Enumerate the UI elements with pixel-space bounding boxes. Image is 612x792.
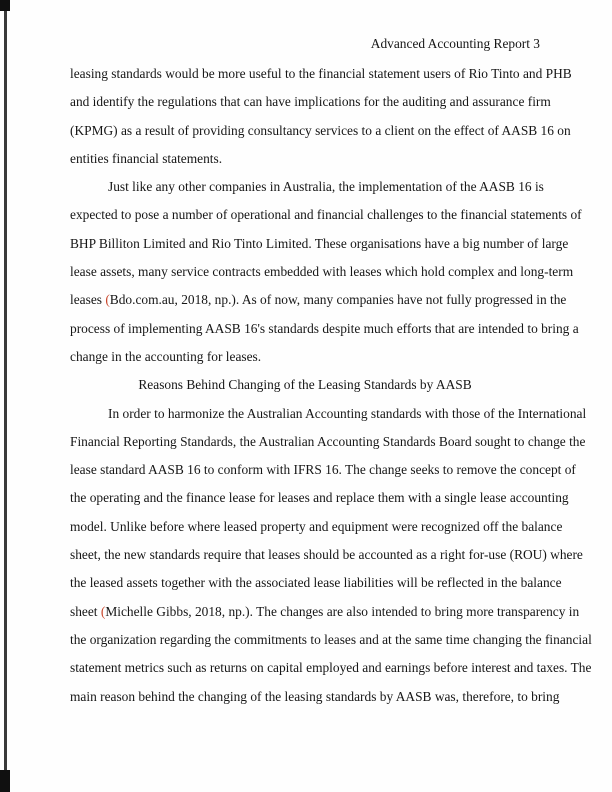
running-head: Advanced Accounting Report 3	[370, 36, 540, 51]
scan-artifact-bottom-left	[0, 770, 10, 792]
citation-paren: (	[105, 292, 110, 308]
text-line: statement metrics such as returns on capital employed and earnings before interest and taxes. The	[70, 660, 592, 676]
text-line	[70, 286, 567, 314]
text-line: expected to pose a number of operational and financial challenges to the financial statements of	[70, 207, 582, 223]
text-line: model. Unlike before where leased property and equipment were recognized off the balance	[70, 518, 563, 534]
text-segment: Michelle Gibbs, 2018, np.). The changes are also intended to bring more transparency in	[105, 603, 580, 619]
text-line: lease assets, many service contracts embedded with leases which hold complex and long-term	[70, 264, 574, 280]
text-line: In order to harmonize the Australian Accounting standards with those of the International	[108, 405, 587, 421]
text-segment: Bdo.com.au, 2018, np.). As of now, many companies have not fully progressed in the	[109, 292, 567, 308]
paragraph	[70, 400, 592, 711]
text-line: entities financial statements.	[70, 150, 223, 166]
text-line: change in the accounting for leases.	[70, 348, 262, 364]
text-line: and identify the regulations that can have implications for the auditing and assurance firm	[70, 94, 551, 110]
text-line: the leased assets together with the associated lease liabilities will be reflected in the balance	[70, 575, 562, 591]
section-heading	[70, 371, 540, 399]
text-line: the operating and the finance lease for leases and replace them with a single lease accounting	[70, 490, 569, 506]
text-line: sheet, the new standards require that leases should be accounted as a right for-use (ROU) where	[70, 547, 583, 563]
text-line: Just like any other companies in Australia, the implementation of the AASB 16 is	[108, 179, 544, 195]
text-segment: sheet	[70, 603, 101, 619]
citation-paren: (	[100, 603, 106, 619]
paragraph	[70, 60, 572, 173]
page-header	[70, 36, 540, 52]
heading-line: Reasons Behind Changing of the Leasing Standards by AASB	[138, 377, 472, 393]
text-line: (KPMG) as a result of providing consultancy services to a client on the effect of AASB 16 on	[70, 122, 571, 138]
text-line: Financial Reporting Standards, the Australian Accounting Standards Board sought to change the	[70, 433, 586, 449]
document-body	[70, 60, 592, 711]
text-line: BHP Billiton Limited and Rio Tinto Limited. These organisations have a big number of large	[70, 235, 569, 251]
text-line: process of implementing AASB 16's standards despite much efforts that are intended to bring a	[70, 320, 579, 336]
scan-artifact-top-left	[0, 0, 10, 11]
text-line	[70, 598, 580, 626]
text-line: leasing standards would be more useful to the financial statement users of Rio Tinto and PHB	[70, 66, 572, 81]
text-segment: leases	[70, 292, 106, 308]
text-line: the organization regarding the commitments to leases and at the same time changing the financial	[70, 631, 592, 647]
text-line: main reason behind the changing of the leasing standards by AASB was, therefore, to bring	[70, 688, 560, 704]
text-line: lease standard AASB 16 to conform with IFRS 16. The change seeks to remove the concept of	[70, 462, 576, 478]
paragraph	[70, 173, 582, 371]
scan-artifact-left-edge	[4, 0, 7, 792]
